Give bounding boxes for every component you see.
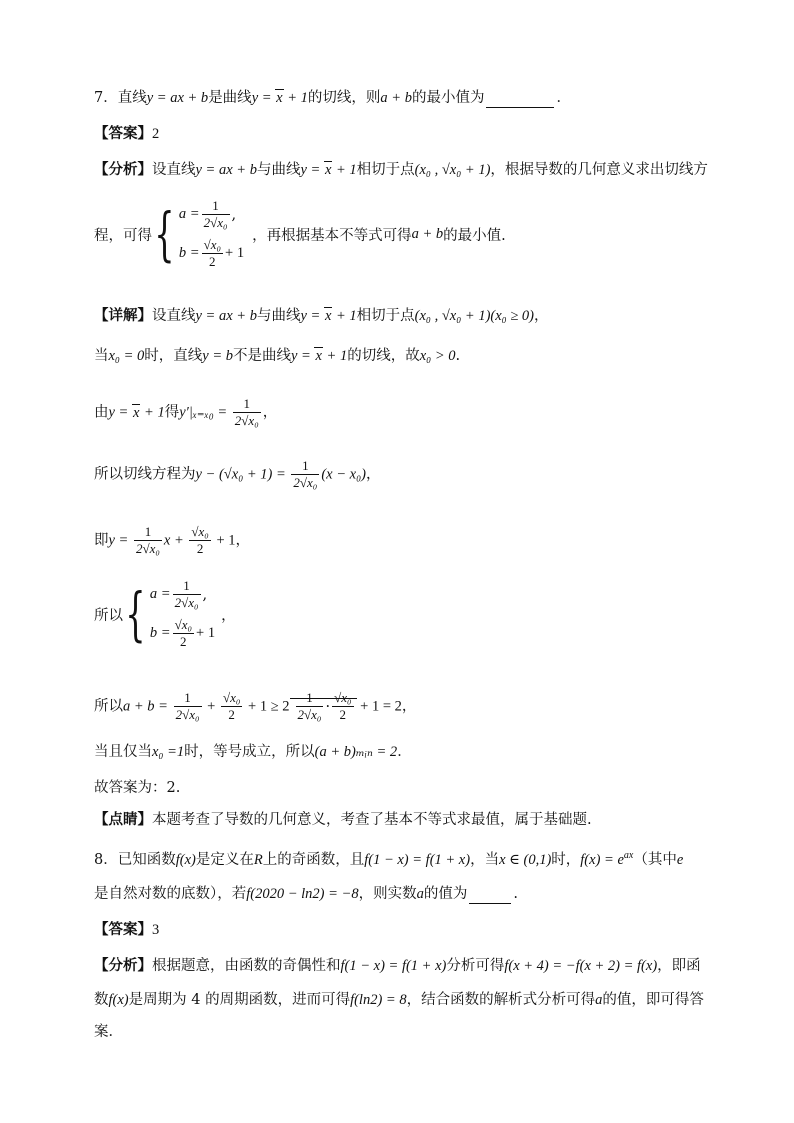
- q7-detail-7: 所以a + b = $\frac{1}{\text{2√x₀}}$ + $\frac{\text{√x₀}}{2}$ + 1 ≥ 2 $\frac{1}{\text{2√x₀}}$ · $\frac{\text{√x₀}}{2}$ + 1 = 2，: [94, 690, 417, 722]
- q7-analysis-1: 【分析】设直线y = ax + b与曲线y = x + 1相切于点(x₀ , √x₀ + 1)，根据导数的几何意义求出切线方: [94, 161, 708, 178]
- answer-blank: [486, 107, 554, 108]
- q7-detail-2: 当x₀ = 0时，直线y = b不是曲线y = x + 1的切线，故x₀ > 0.: [94, 348, 461, 364]
- q8-analysis-1: 【分析】根据题意，由函数的奇偶性和f(1 − x) = f(1 + x)分析可得f(x + 4) = −f(x + 2) = f(x)，即函: [94, 957, 701, 974]
- q8-analysis-2: 数f(x)是周期为 4 的周期函数，进而可得f(ln2) = 8，结合函数的解析式分析可得a的值，即可得答: [94, 992, 704, 1008]
- q7-detail-1: 【详解】设直线y = ax + b与曲线y = x + 1相切于点(x₀ , √x₀ + 1)(x₀ ≥ 0)，: [94, 307, 549, 324]
- q7-answer: 【答案】2: [94, 125, 160, 142]
- q7-analysis-system: 程，可得 { a = $\frac{1}{\text{2√x₀}}$ , b = $\frac{\text{√x₀}}{2}$ + 1 ，再根据基本不等式可得 a + b 的最小值.: [94, 198, 506, 269]
- q7-final: 故答案为：2.: [94, 780, 181, 796]
- q8-stem-1: 8．已知函数f(x)是定义在R上的奇函数，且f(1 − x) = f(1 + x)，当x ∈ (0,1)时，$f(x) = e^{ax}$（其中e: [94, 850, 684, 868]
- q8-analysis-3: 案．: [94, 1024, 123, 1040]
- q7-comment: 【点睛】本题考查了导数的几何意义，考查了基本不等式求最值，属于基础题.: [94, 811, 592, 828]
- q7-detail-system: 所以 { a = $\frac{1}{\text{2√x₀}}$ , b = $\frac{\text{√x₀}}{2}$ + 1 ，: [94, 578, 236, 649]
- left-brace: {: [154, 200, 175, 268]
- q7-detail-4: 所以切线方程为y − (√x₀ + 1) = $\frac{1}{\text{2√x₀}}$ (x − x₀)，: [94, 458, 381, 490]
- q7-detail-8: 当且仅当x₀ =1时，等号成立，所以(a + b)ₘᵢₙ = 2．: [94, 744, 412, 760]
- q7-detail-5: 即y = $\frac{1}{\text{2√x₀}}$ x + $\frac{\text{√x₀}}{2}$ + 1，: [94, 524, 251, 556]
- q7-stem: 7．直线y = ax + b是曲线y = x + 1的切线，则a + b的最小值为 ．: [94, 90, 571, 106]
- q7-detail-3: 由y = x + 1得y′|ₓ₌ₓ₀ = $\frac{1}{\text{2√x₀}}$ ，: [94, 396, 278, 428]
- left-brace: {: [125, 580, 146, 648]
- q8-answer: 【答案】3: [94, 921, 160, 938]
- answer-blank: [469, 903, 511, 904]
- q8-stem-2: 是自然对数的底数），若f(2020 − ln2) = −8，则实数a的值为 .: [94, 886, 518, 902]
